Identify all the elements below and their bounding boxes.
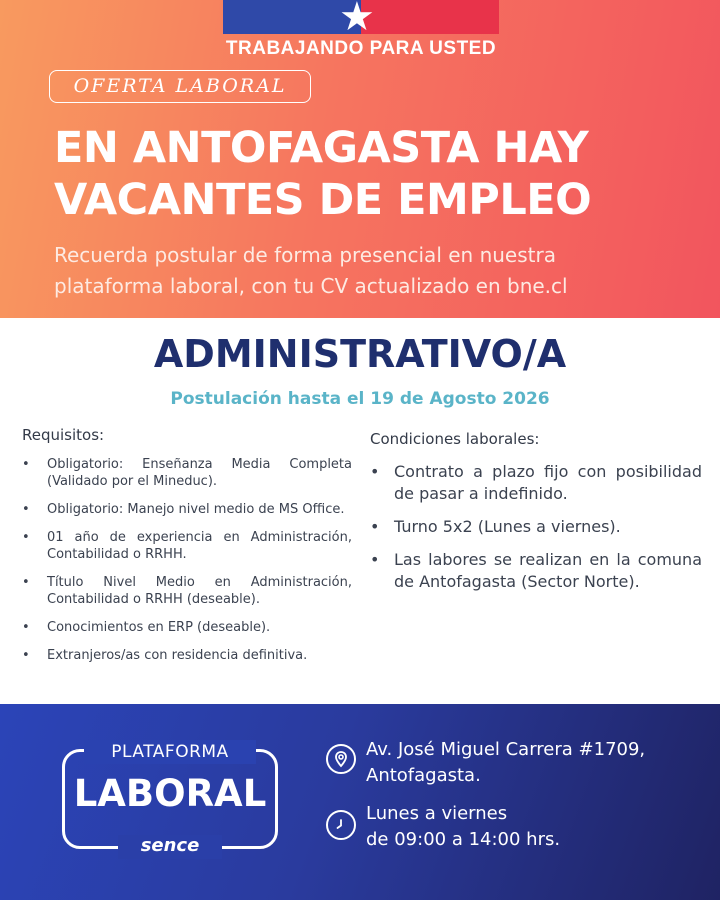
header-banner xyxy=(0,0,720,318)
list-item xyxy=(22,647,352,664)
bullet-icon: • xyxy=(370,517,380,536)
requirement-text: Título Nivel Medio en Administración, Contabilidad o RRHH (deseable). xyxy=(47,575,352,607)
bullet-icon: • xyxy=(370,462,380,481)
government-tagline: TRABAJANDO PARA USTED xyxy=(225,38,497,59)
requirement-text: Obligatorio: Enseñanza Media Completa (Validado por el Mineduc). xyxy=(47,457,352,489)
bullet-icon: • xyxy=(22,620,30,635)
clock-icon xyxy=(326,810,356,840)
requirements-heading: Requisitos: xyxy=(22,426,105,444)
office-address xyxy=(366,737,706,789)
headline-line-2: VACANTES DE EMPLEO xyxy=(54,175,592,225)
subtitle xyxy=(54,240,694,302)
bullet-icon: • xyxy=(22,457,30,472)
conditions-list xyxy=(370,461,702,604)
address-line-2: Antofagasta. xyxy=(366,765,481,786)
requirement-text: 01 año de experiencia en Administración, Contabilidad o RRHH. xyxy=(47,530,352,562)
subtitle-line-1: Recuerda postular de forma presencial en nuestra xyxy=(54,243,556,267)
requirement-text: Conocimientos en ERP (deseable). xyxy=(47,620,271,635)
job-title: ADMINISTRATIVO/A xyxy=(153,332,567,376)
flag-red-stripe xyxy=(361,0,499,34)
logo-top-label: PLATAFORMA xyxy=(84,740,256,764)
condition-text: Las labores se realizan en la comuna de Antofagasta (Sector Norte). xyxy=(394,550,702,591)
condition-text: Turno 5x2 (Lunes a viernes). xyxy=(394,517,621,536)
subtitle-line-2: plataforma laboral, con tu CV actualizado en bne.cl xyxy=(54,274,568,298)
list-item xyxy=(370,549,702,593)
bullet-icon: • xyxy=(22,530,30,545)
list-item xyxy=(22,619,352,636)
chile-flag-bar xyxy=(223,0,499,40)
list-item xyxy=(370,461,702,505)
office-hours xyxy=(366,801,706,853)
list-item xyxy=(22,574,352,608)
requirements-list xyxy=(22,456,352,675)
requirement-text: Obligatorio: Manejo nivel medio de MS Office. xyxy=(47,502,345,517)
list-item xyxy=(22,456,352,490)
star-icon: ★ xyxy=(339,0,375,40)
bullet-icon: • xyxy=(370,550,380,569)
condition-text: Contrato a plazo fijo con posibilidad de pasar a indefinido. xyxy=(394,462,702,503)
list-item xyxy=(22,529,352,563)
headline-line-1: EN ANTOFAGASTA HAY xyxy=(54,123,589,173)
requirement-text: Extranjeros/as con residencia definitiva. xyxy=(47,648,308,663)
bullet-icon: • xyxy=(22,648,30,663)
bullet-icon: • xyxy=(22,502,30,517)
sence-brand: sence xyxy=(118,835,222,859)
list-item xyxy=(370,516,702,538)
hours-line-2: de 09:00 a 14:00 hrs. xyxy=(366,829,561,850)
application-deadline: Postulación hasta el 19 de Agosto 2026 xyxy=(170,389,550,409)
list-item xyxy=(22,501,352,518)
headline xyxy=(54,122,694,226)
bullet-icon: • xyxy=(22,575,30,590)
location-pin-icon xyxy=(326,744,356,774)
hours-line-1: Lunes a viernes xyxy=(366,803,508,824)
offer-badge: OFERTA LABORAL xyxy=(49,70,311,103)
logo-main-label: LABORAL xyxy=(73,772,267,815)
address-line-1: Av. José Miguel Carrera #1709, xyxy=(366,739,646,760)
footer-banner xyxy=(0,704,720,900)
conditions-heading: Condiciones laborales: xyxy=(370,430,540,448)
